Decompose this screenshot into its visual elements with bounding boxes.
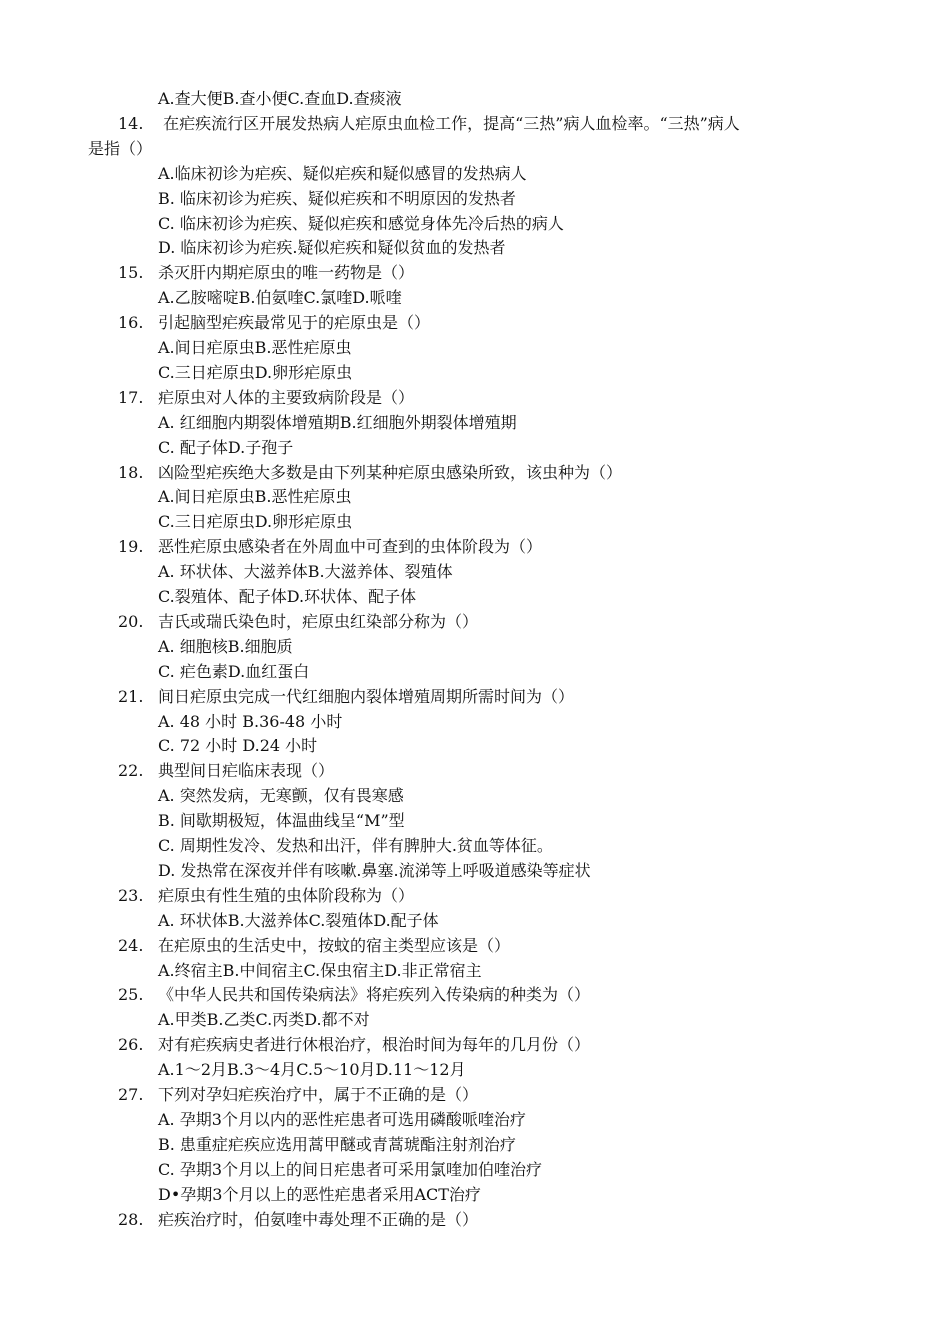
answer-options: A.终宿主B.中间宿主C.保虫宿主D.非正常宿主 [158, 960, 482, 980]
answer-options: A.间日疟原虫B.恶性疟原虫 [158, 338, 352, 357]
answer-options: C. 疟色素D.血红蛋白 [158, 661, 310, 681]
question-text: 间日疟原虫完成一代红细胞内裂体增殖周期所需时间为（） [158, 686, 575, 706]
answer-options: A. 环状体B.大滋养体C.裂殖体D.配子体 [158, 910, 439, 930]
answer-options: D. 发热常在深夜并伴有咳嗽.鼻塞.流涕等上呼吸道感染等症状 [158, 860, 591, 880]
question-line [0, 758, 950, 783]
question-line [0, 684, 950, 709]
question-line [0, 534, 950, 559]
question-line [0, 933, 950, 958]
question-line [0, 1207, 950, 1232]
answer-options: C.三日疟原虫D.卵形疟原虫 [158, 512, 353, 532]
question-text: 下列对孕妇疟疾治疗中，属于不正确的是（） [158, 1085, 479, 1104]
question-number: 19. [118, 537, 144, 557]
question-text: 疟原虫有性生殖的虫体阶段称为（） [158, 885, 415, 905]
question-text: 杀灭肝内期疟原虫的唯一药物是（） [158, 263, 415, 283]
question-text: 吉氏或瑞氏染色时，疟原虫红染部分称为（） [158, 611, 479, 631]
question-line [0, 310, 950, 335]
question-line [0, 460, 950, 485]
question-text: 疟原虫对人体的主要致病阶段是（） [158, 387, 415, 407]
answer-options: C. 孕期3个月以上的间日疟患者可采用氯喹加伯喹治疗 [158, 1159, 543, 1179]
question-number: 17. [118, 387, 144, 407]
question-line [0, 609, 950, 634]
answer-options: A. 孕期3个月以内的恶性疟患者可选用磷酸哌喹治疗 [158, 1109, 526, 1129]
answer-options: C.三日疟原虫D.卵形疟原虫 [158, 362, 353, 382]
answer-options: D•孕期3个月以上的恶性疟患者采用ACT治疗 [158, 1184, 481, 1204]
question-number: 22. [118, 761, 144, 781]
question-number: 21. [118, 686, 144, 706]
question-number: 26. [118, 1035, 144, 1055]
question-number: 14. [118, 113, 144, 133]
question-number: 27. [118, 1085, 144, 1104]
question-text: 引起脑型疟疾最常见于的疟原虫是（） [158, 313, 431, 333]
answer-options: B. 临床初诊为疟疾、疑似疟疾和不明原因的发热者 [158, 188, 516, 208]
question-line [0, 1082, 950, 1107]
question-number: 24. [118, 935, 144, 955]
answer-options: A. 48 小时 B.36-48 小时 [158, 711, 343, 731]
question-text: 在疟原虫的生活史中，按蚊的宿主类型应该是（） [158, 935, 511, 955]
question-text: 凶险型疟疾绝大多数是由下列某种疟原虫感染所致，该虫种为（） [158, 462, 623, 482]
answer-options: A. 环状体、大滋养体B.大滋养体、裂殖体 [158, 562, 453, 582]
answer-options: B. 间歇期极短，体温曲线呈“M”型 [158, 811, 405, 831]
answer-options: A.临床初诊为疟疾、疑似疟疾和疑似感冒的发热病人 [158, 163, 527, 183]
question-text: 在疟疾流行区开展发热病人疟原虫血检工作，提高“三热”病人血检率。“三热”病人 [158, 113, 740, 133]
answer-options: A.1〜2月B.3〜4月C.5〜10月D.11〜12月 [158, 1060, 466, 1080]
question-text: 对有疟疾病史者进行休根治疗，根治时间为每年的几月份（） [158, 1035, 591, 1055]
question-number: 18. [118, 462, 144, 482]
question-line [0, 982, 950, 1007]
answer-options: A. 红细胞内期裂体增殖期B.红细胞外期裂体增殖期 [158, 412, 517, 432]
question-text: 《中华人民共和国传染病法》将疟疾列入传染病的种类为（） [158, 985, 591, 1005]
answer-options: C. 72 小时 D.24 小时 [158, 736, 318, 756]
answer-options: A. 细胞核B.细胞质 [158, 636, 293, 656]
answer-options: D. 临床初诊为疟疾.疑似疟疾和疑似贫血的发热者 [158, 238, 506, 258]
question-continuation: 是指（） [88, 138, 153, 158]
question-line [0, 385, 950, 410]
question-number: 28. [118, 1209, 144, 1229]
answer-options: A.间日疟原虫B.恶性疟原虫 [158, 487, 352, 507]
question-line [0, 111, 950, 136]
answer-options: C. 周期性发冷、发热和出汗，伴有脾肿大.贫血等体征。 [158, 836, 553, 855]
question-number: 16. [118, 313, 144, 333]
answer-options: C.裂殖体、配子体D.环状体、配子体 [158, 587, 417, 606]
question-number: 15. [118, 263, 144, 283]
question-text: 恶性疟原虫感染者在外周血中可查到的虫体阶段为（） [158, 537, 543, 557]
question-text: 典型间日疟临床表现（） [158, 761, 335, 781]
question-line [0, 1032, 950, 1057]
answer-options: C. 临床初诊为疟疾、疑似疟疾和感觉身体先冷后热的病人 [158, 213, 564, 233]
answer-options: A.甲类B.乙类C.丙类D.都不对 [158, 1010, 370, 1030]
answer-options: A.乙胺嘧啶B.伯氨喹C.氯喹D.哌喹 [158, 288, 402, 308]
answer-options: A. 突然发病，无寒颤，仅有畏寒感 [158, 786, 404, 806]
question-line [0, 260, 950, 285]
answer-options: C. 配子体D.子孢子 [158, 437, 294, 457]
question-number: 25. [118, 985, 144, 1005]
question-text: 疟疾治疗时，伯氨喹中毒处理不正确的是（） [158, 1209, 479, 1229]
answer-options: A.查大便B.查小便C.查血D.查痰液 [158, 89, 402, 108]
question-number: 20. [118, 611, 144, 631]
question-number: 23. [118, 885, 144, 905]
answer-options: B. 患重症疟疾应选用蒿甲醚或青蒿琥酯注射剂治疗 [158, 1134, 516, 1154]
question-line [0, 883, 950, 908]
